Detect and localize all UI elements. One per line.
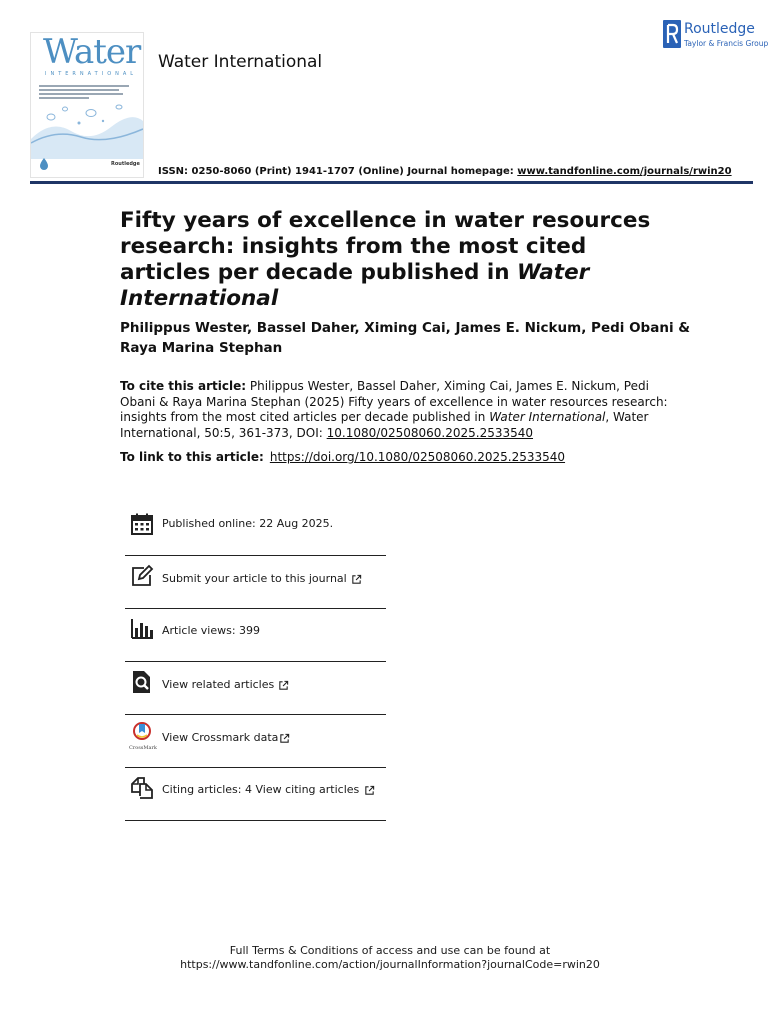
external-link-icon (351, 574, 362, 585)
issn-text: ISSN: 0250-8060 (Print) 1941-1707 (Online) Journal homepage: (158, 166, 518, 177)
citing-articles-text: Citing articles: 4 View citing articles (162, 783, 360, 796)
routledge-r-icon (663, 20, 681, 48)
link-block (120, 450, 565, 464)
publisher-name: Routledge (684, 21, 755, 37)
header-divider (30, 181, 753, 184)
crossmark-data-link[interactable] (162, 731, 290, 744)
related-articles-link[interactable] (162, 678, 289, 691)
info-row-citing[interactable] (125, 768, 386, 821)
citing-articles-icon (130, 776, 154, 800)
cover-title: Water (43, 32, 141, 72)
link-label: To link to this article: (120, 450, 264, 464)
citation-text: Philippus Wester, Bassel Daher, Ximing Cai, James E. Nickum, Pedi Obani & Raya Marina Stephan (2025) Fifty years of excellence in water resources research: insights from the most cited articles per decade published in (120, 379, 668, 424)
article-title (120, 208, 680, 312)
external-link-icon (364, 785, 375, 796)
cover-association-logo (37, 157, 51, 171)
article-doi-url-link[interactable]: https://doi.org/10.1080/02508060.2025.2533540 (269, 450, 566, 464)
cover-subtitle: INTERNATIONAL (45, 71, 138, 77)
info-row-published (125, 506, 386, 556)
related-articles-text: View related articles (162, 678, 275, 691)
crossmark-caption: CrossMark (129, 745, 157, 751)
cover-water-splash-image (31, 99, 143, 159)
citation-text-2: , Water International, 50:5, 361-373, DOI: (120, 410, 649, 440)
article-views-text: Article views: 399 (162, 624, 261, 637)
cover-publisher-name: Routledge (111, 161, 140, 167)
issn-line (158, 166, 732, 177)
calendar-icon (130, 512, 154, 536)
external-link-icon (278, 680, 289, 691)
publisher-group: Taylor & Francis Group (684, 39, 769, 48)
citation-block (120, 379, 680, 441)
info-row-crossmark[interactable] (125, 715, 386, 768)
published-online-text: Published online: 22 Aug 2025. (162, 517, 334, 530)
citing-articles-link[interactable] (162, 783, 375, 796)
footer-terms-url[interactable]: https://www.tandfonline.com/action/journalInformation?journalCode=rwin20 (180, 958, 600, 971)
crossmark-data-text: View Crossmark data (162, 731, 279, 744)
submit-article-link[interactable] (162, 572, 362, 585)
article-authors: Philippus Wester, Bassel Daher, Ximing Cai, James E. Nickum, Pedi Obani & Raya Marina Stephan (120, 320, 691, 356)
bar-chart-icon (130, 617, 154, 641)
citation-journal: Water International (489, 410, 606, 424)
footer (0, 944, 780, 972)
submit-article-text: Submit your article to this journal (162, 572, 347, 585)
search-document-icon (130, 670, 154, 694)
journal-homepage-link[interactable]: www.tandfonline.com/journals/rwin20 (517, 166, 732, 177)
article-title-text: Fifty years of excellence in water resources research: insights from the most cited articles per decade published in (120, 208, 651, 285)
crossmark-icon (133, 721, 151, 745)
footer-terms-text: Full Terms & Conditions of access and use can be found at (229, 944, 551, 957)
info-row-related[interactable] (125, 662, 386, 715)
doi-link[interactable]: 10.1080/02508060.2025.2533540 (326, 425, 534, 440)
info-row-submit[interactable] (125, 556, 386, 609)
article-title-journal: Water International (120, 260, 590, 311)
journal-cover-thumbnail (30, 32, 144, 178)
external-link-icon (279, 733, 290, 744)
info-row-views (125, 609, 386, 662)
citation-label: To cite this article: (120, 379, 247, 393)
edit-icon (130, 564, 154, 588)
journal-name: Water International (158, 52, 323, 72)
